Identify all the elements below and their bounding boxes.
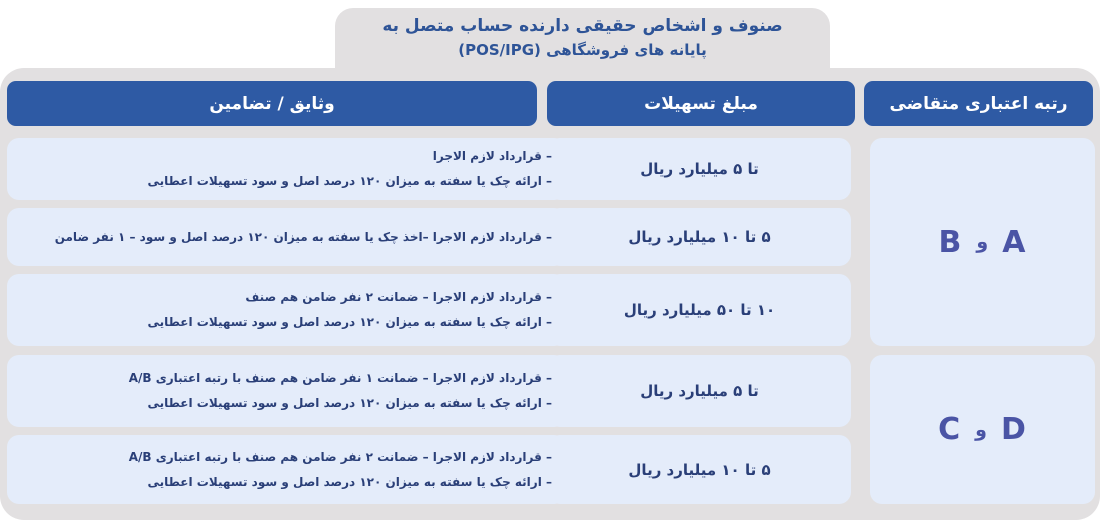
documents-cell — [7, 435, 566, 504]
header-grade: رتبه اعتباری متقاضی — [864, 81, 1093, 126]
documents-line: – قرارداد لازم الاجرا — [432, 149, 552, 163]
amount-cell: تا ۵ میلیارد ریال — [548, 355, 851, 427]
documents-line: – قرارداد لازم الاجرا – ضمانت ۱ نفر ضامن هم صنف با رتبه اعتباری A/B — [128, 371, 552, 385]
documents-cell — [7, 208, 566, 266]
grade-group-ab — [870, 138, 1095, 346]
amount-cell: ۱۰ تا ۵۰ میلیارد ریال — [548, 274, 851, 346]
documents-line: – ارائه چک یا سفته به میزان ۱۲۰ درصد اصل و سود تسهیلات اعطایی — [147, 474, 552, 489]
grade-letter: B — [938, 224, 963, 260]
title-line-1: صنوف و اشخاص حقیقی دارنده حساب متصل به — [382, 16, 783, 36]
documents-line: – ارائه چک یا سفته به میزان ۱۲۰ درصد اصل و سود تسهیلات اعطایی — [147, 315, 552, 329]
documents-line: – قرارداد لازم الاجرا –اخذ چک یا سفته به میزان ۱۲۰ درصد اصل و سود – ۱ نفر ضامن — [54, 229, 552, 244]
documents-cell — [7, 274, 566, 346]
grade-conjunction: و — [975, 418, 987, 441]
grade-conjunction: و — [976, 231, 989, 253]
grade-group-cd — [870, 355, 1095, 504]
grade-letter: C — [938, 412, 962, 447]
documents-line: – ارائه چک یا سفته به میزان ۱۲۰ درصد اصل و سود تسهیلات اعطایی — [147, 174, 552, 188]
amount-cell: تا ۵ میلیارد ریال — [548, 138, 851, 200]
documents-line: – قرارداد لازم الاجرا – ضمانت ۲ نفر ضامن هم صنف با رتبه اعتباری A/B — [128, 449, 552, 464]
title-line-2: پایانه های فروشگاهی (POS/IPG) — [458, 41, 707, 59]
header-amount: مبلغ تسهیلات — [547, 81, 855, 126]
page-title — [335, 14, 830, 62]
amount-cell: ۵ تا ۱۰ میلیارد ریال — [548, 208, 851, 266]
amount-cell: ۵ تا ۱۰ میلیارد ریال — [548, 435, 851, 504]
header-documents: وثایق / تضامین — [7, 81, 537, 126]
documents-line: – قرارداد لازم الاجرا – ضمانت ۲ نفر ضامن هم صنف — [245, 290, 552, 304]
grade-letter: D — [1000, 412, 1027, 447]
documents-cell — [7, 355, 566, 427]
grade-letter: A — [1002, 224, 1027, 260]
documents-cell — [7, 138, 566, 200]
documents-line: – ارائه چک یا سفته به میزان ۱۲۰ درصد اصل و سود تسهیلات اعطایی — [147, 396, 552, 410]
